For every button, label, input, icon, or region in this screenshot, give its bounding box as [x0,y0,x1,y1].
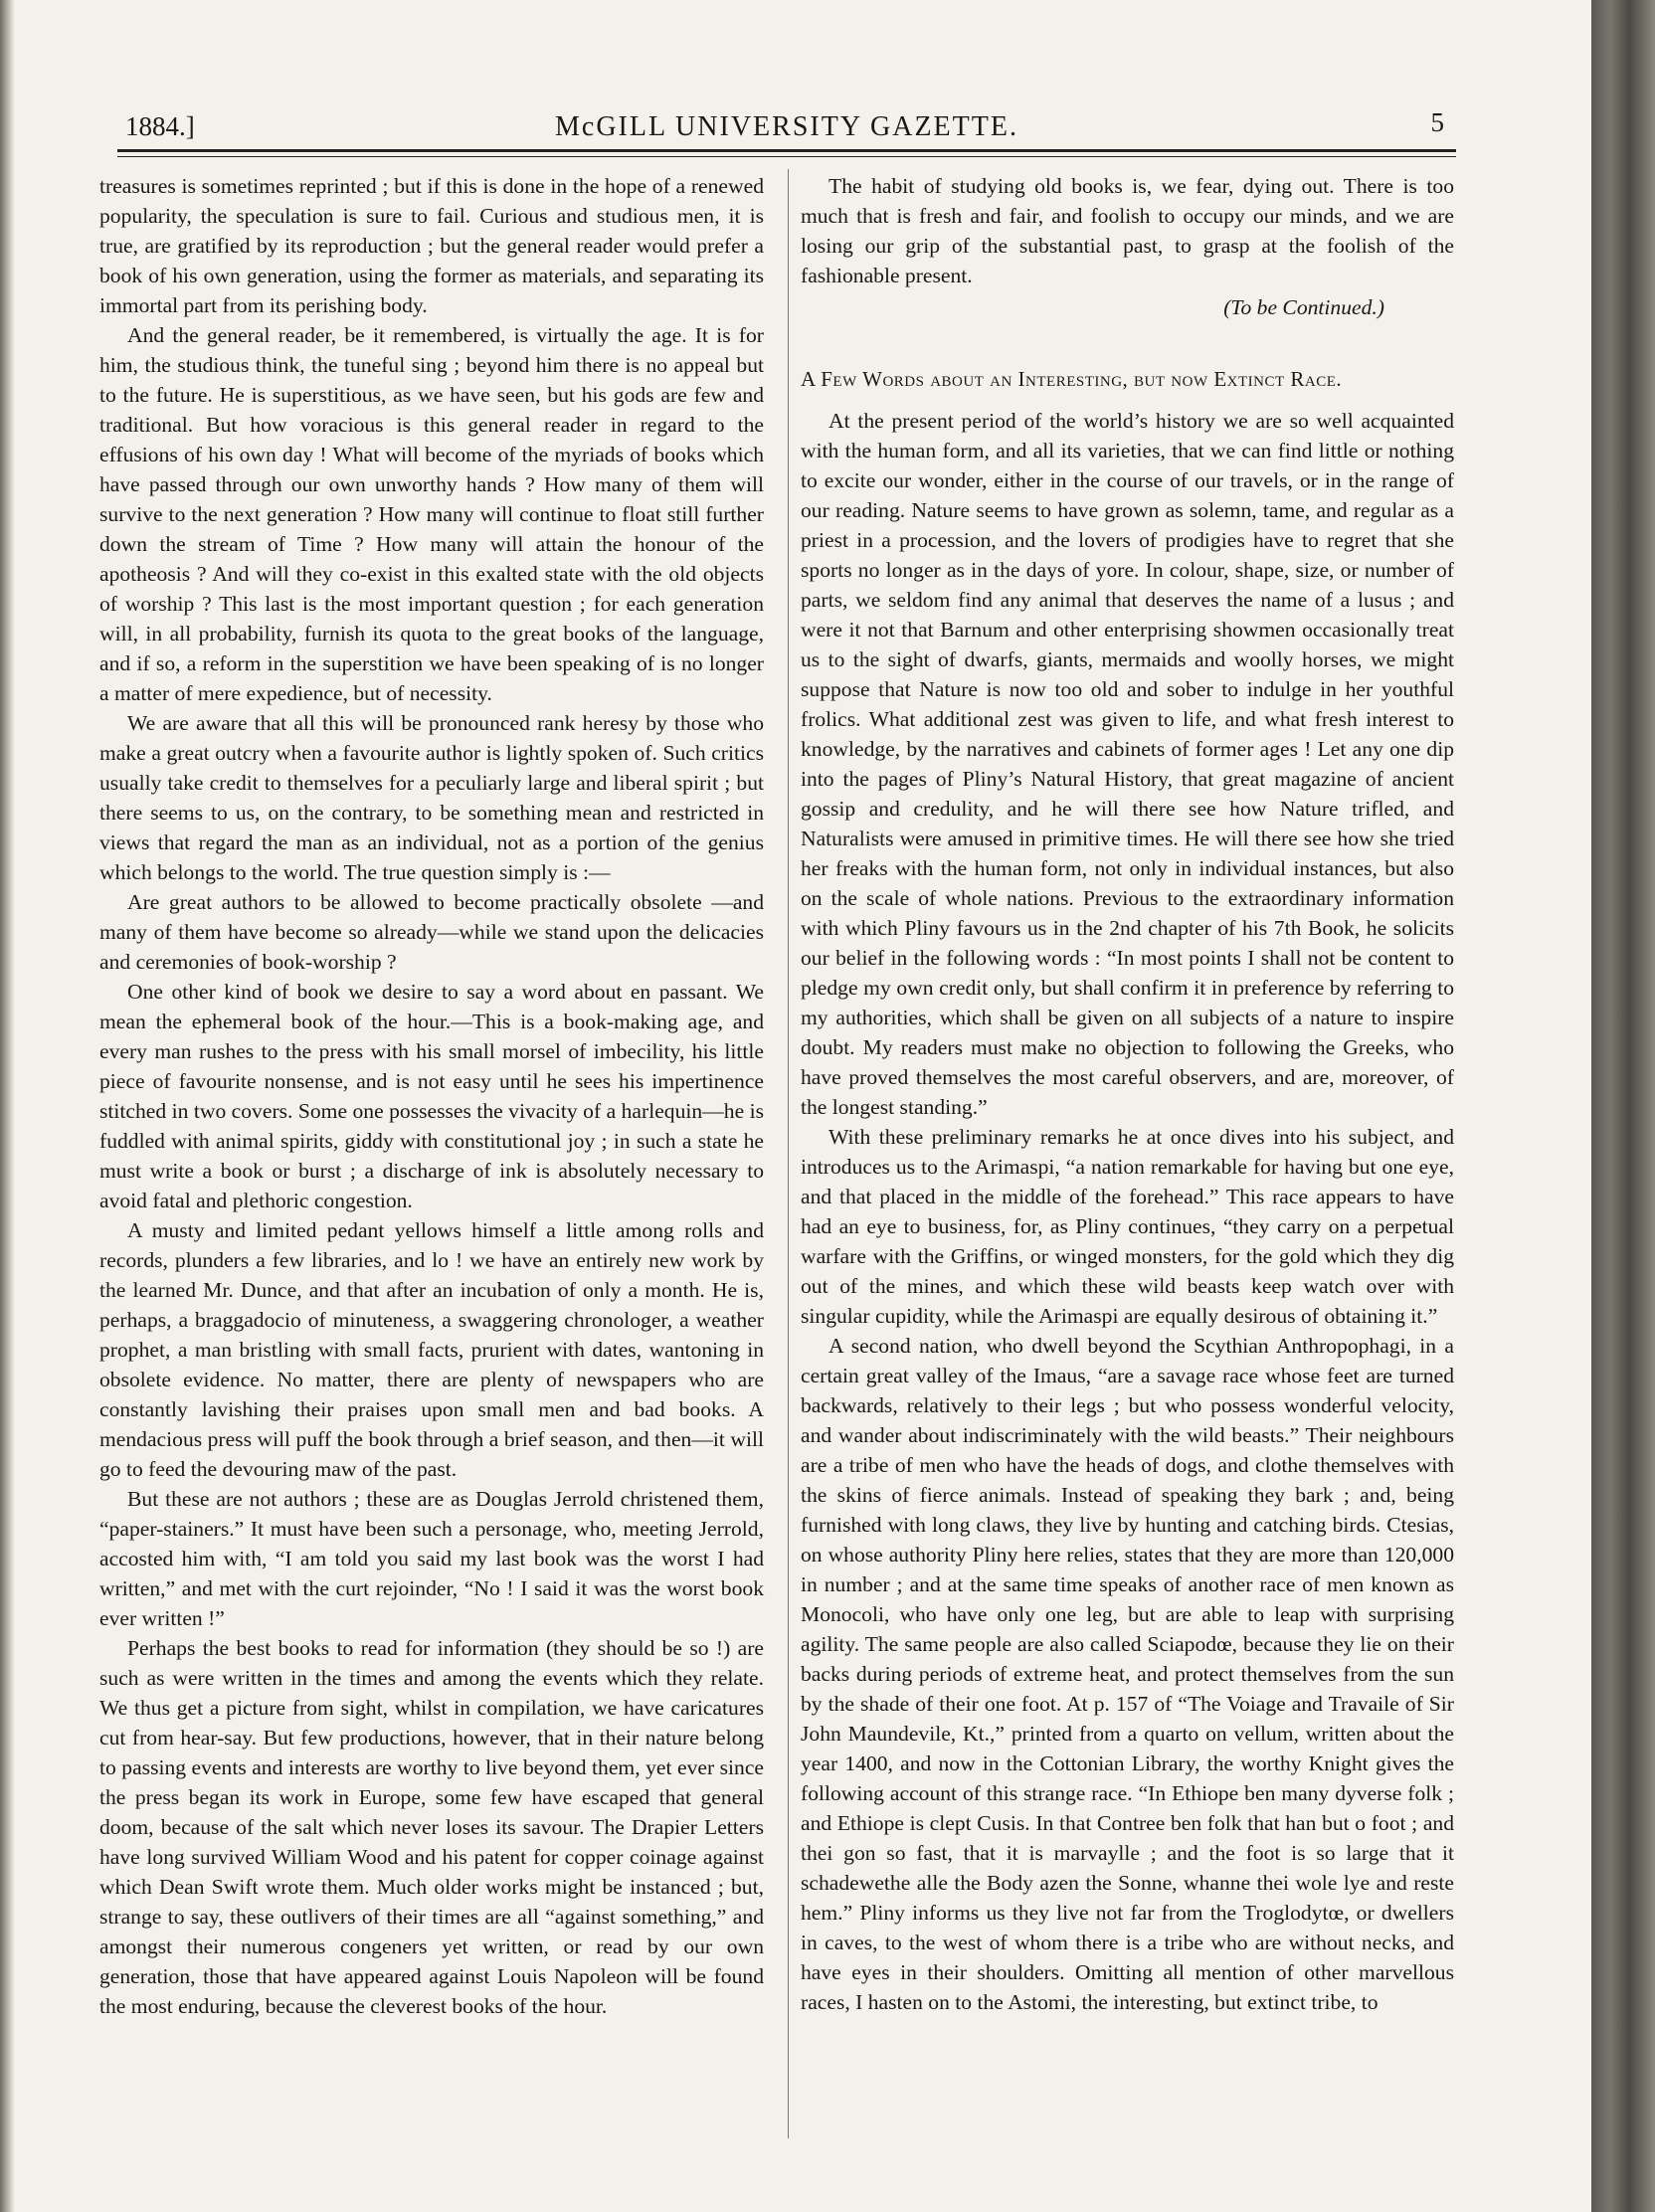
paragraph: treasures is sometimes reprinted ; but if this is done in the hope of a renewed popularity, the speculation is sure to fail. Curious and studious men, it is true, are gratified by its reproduction ; but the general reader would prefer a book of his own generation, using the former as materials, and separating its immortal part from its perishing body. [99,174,764,317]
paragraph: But these are not authors ; these are as Douglas Jerrold christened them, “paper-stainers.” It must have been such a personage, who, meeting Jerrold, accosted him with, “I am told you said my last book was the worst I had written,” and met with the curt rejoinder, “No ! I said it was the worst book ever written !” [99,1487,764,1630]
intro-paragraph: The habit of studying old books is, we fear, dying out. There is too much that is fresh and fair, and foolish to occupy our minds, and we are losing our grip of the substantial past, to grasp at the foolish of the fashionable present. [801,174,1454,287]
paragraph: With these preliminary remarks he at once dives into his subject, and introduces us to the Arimaspi, “a nation remarkable for having but one eye, and that placed in the middle of the forehead.” This race appears to have had an eye to business, for, as Pliny continues, “they carry on a perpetual warfare with the Griffins, or winged monsters, for the gold which they dig out of the mines, and which these wild beasts keep watch over with singular cupidity, while the Arimaspi are equally desirous of obtaining it.” [801,1125,1454,1328]
paragraph: A second nation, who dwell beyond the Scythian Anthropophagi, in a certain great valley of the Imaus, “are a savage race whose feet are turned backwards, relatively to their legs ; but who possess wonderful velocity, and wander about indiscriminately with the wild beasts.” Their neighbours are a tribe of men who have the heads of dogs, and clothe themselves with the skins of fierce animals. Instead of speaking they bark ; and, being furnished with long claws, they live by hunting and catching birds. Ctesias, on whose authority Pliny here relies, states that they are more than 120,000 in number ; and at the same time speaks of another race of men known as Monocoli, who have only one leg, but are able to leap with surprising agility. The same people are also called Sciapodœ, because they lie on their backs during periods of extreme heat, and protect themselves from the sun by the shade of their one foot. At p. 157 of “The Voiage and Travaile of Sir John Maundevile, Kt.,” printed from a quarto on vellum, written about the year 1400, and now in the Cottonian Library, the worthy Knight gives the following account of this strange race. “In Ethiope ben many dyverse folk ; and Ethiope is clept Cusis. In that Contree ben folk that han but o foot ; and thei gon so fast, that it is marvaylle ; and the foot is so large that it schadewethe alle the Body azen the Sonne, whanne thei wole lye and reste hem.” Pliny informs us they live not far from the Troglodytœ, or dwellers in caves, to the west of whom there is a tribe who are without necks, and have eyes in their shoulders. Omitting all mention of other marvellous races, I hasten on to the Astomi, the interesting, but extinct tribe, to [801,1334,1454,2014]
paragraph: One other kind of book we desire to say a word about en passant. We mean the ephemeral book of the hour.—This is a book-making age, and every man rushes to the press with his small morsel of imbecility, his little piece of favourite nonsense, and is not easy until he sees his impertinence stitched in two covers. Some one possesses the vivacity of a harlequin—he is fuddled with animal spirits, giddy with constitutional joy ; in such a state he must write a book or burst ; a discharge of ink is absolutely necessary to avoid fatal and plethoric congestion. [99,980,764,1212]
page-number: 5 [1430,107,1444,137]
header-rule-thin [117,156,1456,157]
continued-note: (To be Continued.) [1223,295,1384,319]
paragraph: We are aware that all this will be pronounced rank heresy by those who make a great outcry when a favourite author is lightly spoken of. Such critics usually take credit to themselves for a peculiarly large and liberal spirit ; but there seems to us, on the contrary, to be something mean and restricted in views that regard the man as an individual, not as a portion of the genius which belongs to the world. The true question simply is :— [99,711,764,884]
book-spine [1591,0,1655,2212]
header-title: McGILL UNIVERSITY GAZETTE. [555,111,1018,142]
column-divider [788,169,789,2138]
right-column [801,171,1454,2017]
header-year: 1884.] [125,111,195,141]
page-left-edge [0,0,14,2212]
header-rule-thick [117,149,1456,152]
paragraph: Perhaps the best books to read for information (they should be so !) are such as were written in the times and among the events which they relate. We thus get a picture from sight, whilst in compilation, we have caricatures cut from hear-say. But few productions, however, that in their nature belong to passing events and interests are worthy to live beyond them, yet ever since the press began its work in Europe, some few have escaped that general doom, because of the salt which never loses its savour. The Drapier Letters have long survived William Wood and his patent for copper coinage against which Dean Swift wrote them. Much older works might be instanced ; but, strange to say, these outlivers of their times are all “against something,” and amongst their numerous congeners yet written, or read by our own generation, those that have appeared against Louis Napoleon will be found the most enduring, because the cleverest books of the hour. [99,1636,764,2018]
article-title: A Few Words about an Interesting, but now Extinct Race. [801,367,1343,391]
paragraph: At the present period of the world’s history we are so well acquainted with the human form, and all its varieties, that we can find little or nothing to excite our wonder, either in the course of our travels, or in the range of our reading. Nature seems to have grown as solemn, tame, and regular as a priest in a procession, and the lovers of prodigies have to regret that she sports no longer as in the days of yore. In colour, shape, size, or number of parts, we seldom find any animal that deserves the name of a lusus ; and were it not that Barnum and other enterprising showmen occasionally treat us to the sight of dwarfs, giants, mermaids and woolly horses, we might suppose that Nature is now too old and sober to indulge in her youthful frolics. What additional zest was given to life, and what fresh interest to knowledge, by the narratives and cabinets of former ages ! Let any one dip into the pages of Pliny’s Natural History, that great magazine of ancient gossip and credulity, and he will there see how Nature trifled, and Naturalists were amused in primitive times. He will there see how she tried her freaks with the human form, not only in individual instances, but also on the scale of whole nations. Previous to the extraordinary information with which Pliny favours us in the 2nd chapter of his 7th Book, he solicits our belief in the following words : “In most points I shall not be content to pledge my own credit only, but shall confirm it in preference by referring to my authorities, which shall be given on all subjects of a nature to inspire doubt. My readers must make no objection to following the Greeks, who have proved themselves the most careful observers, and are, moreover, of the longest standing.” [801,409,1454,1119]
paragraph: And the general reader, be it remembered, is virtually the age. It is for him, the studious think, the tuneful sing ; beyond him there is no appeal but to the future. He is superstitious, as we have seen, but his gods are few and traditional. But how voracious is this general reader in regard to the effusions of his own day ! What will become of the myriads of books which have passed through our own unworthy hands ? How many of them will survive to the next generation ? How many will continue to float still further down the stream of Time ? How many will attain the honour of the apotheosis ? And will they co-exist in this exalted state with the old objects of worship ? This last is the most important question ; for each generation will, in all probability, furnish its quota to the great books of the language, and if so, a reform in the superstition we have been speaking of is no longer a matter of mere expedience, but of necessity. [99,323,764,705]
left-column [99,171,764,2021]
running-header [117,103,1456,153]
paragraph: Are great authors to be allowed to become practically obsolete —and many of them have become so already—while we stand upon the delicacies and ceremonies of book-worship ? [99,890,764,974]
paragraph: A musty and limited pedant yellows himself a little among rolls and records, plunders a few libraries, and lo ! we have an entirely new work by the learned Mr. Dunce, and that after an incubation of only a month. He is, perhaps, a braggadocio of minuteness, a swaggering chronologer, a weather prophet, a man bristling with small facts, prurient with dates, wantoning in obsolete evidence. No matter, there are plenty of newspapers who are constantly lavishing their praises upon small men and bad books. A mendacious press will puff the book through a brief season, and then—it will go to feed the devouring maw of the past. [99,1218,764,1481]
